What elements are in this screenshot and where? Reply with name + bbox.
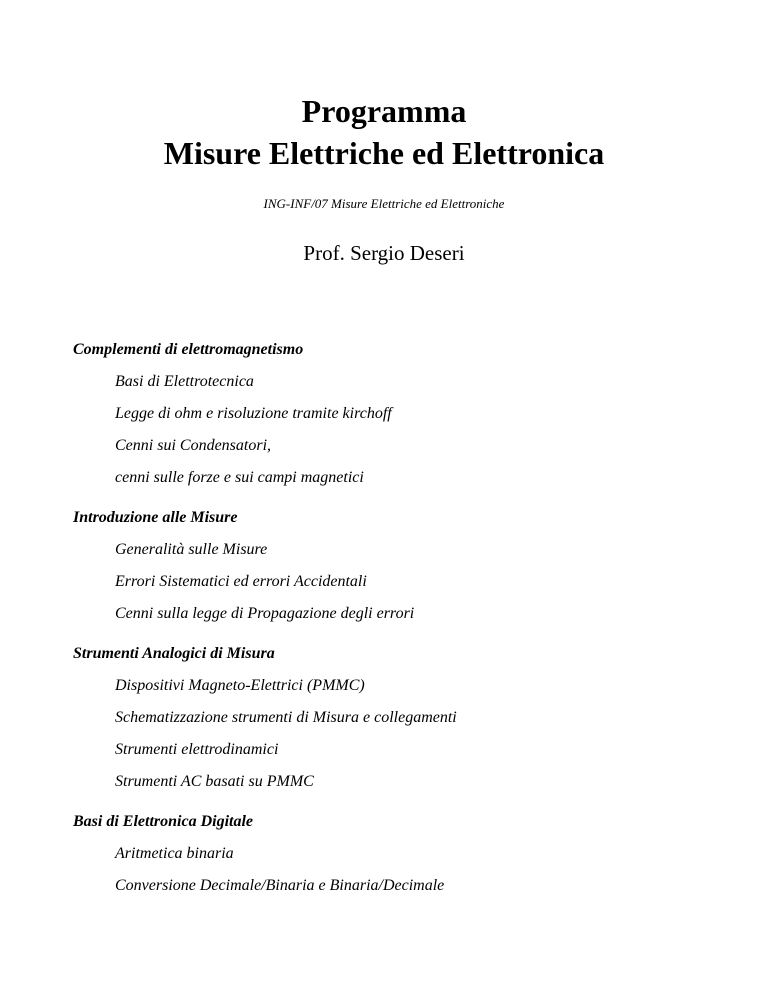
topic-item: Generalità sulle Misure xyxy=(115,541,268,558)
topic-item: Errori Sistematici ed errori Accidentali xyxy=(115,573,367,590)
topic-item: Basi di Elettrotecnica xyxy=(115,373,254,390)
professor-name: Prof. Sergio Deseri xyxy=(303,241,465,265)
topic-item: Strumenti AC basati su PMMC xyxy=(115,773,314,790)
topic-item: Dispositivi Magneto-Elettrici (PMMC) xyxy=(115,677,365,694)
topic-item: Legge di ohm e risoluzione tramite kirchoff xyxy=(115,405,392,422)
topic-item: cenni sulle forze e sui campi magnetici xyxy=(115,469,364,486)
topic-item: Cenni sulla legge di Propagazione degli errori xyxy=(115,605,415,622)
section-title: Basi di Elettronica Digitale xyxy=(73,813,254,830)
section-topic-list xyxy=(73,845,713,895)
section-title: Complementi di elettromagnetismo xyxy=(73,341,304,358)
document-title-line2: Misure Elettriche ed Elettronica xyxy=(163,135,605,171)
section-strumenti-analogici xyxy=(73,645,713,791)
section-elettronica-digitale xyxy=(73,813,713,895)
section-topic-list xyxy=(73,541,713,623)
section-title: Introduzione alle Misure xyxy=(73,509,238,526)
section-topic-list xyxy=(73,373,713,487)
document-title-line1: Programma xyxy=(301,93,467,129)
course-code: ING-INF/07 Misure Elettriche ed Elettroniche xyxy=(263,196,505,211)
section-introduzione-misure xyxy=(73,509,713,623)
section-title: Strumenti Analogici di Misura xyxy=(73,645,275,662)
topic-item: Conversione Decimale/Binaria e Binaria/Decimale xyxy=(115,877,445,894)
topic-item: Aritmetica binaria xyxy=(115,845,234,862)
section-elettromagnetismo xyxy=(73,341,713,487)
section-topic-list xyxy=(73,677,713,791)
topic-item: Strumenti elettrodinamici xyxy=(115,741,279,758)
topic-item: Schematizzazione strumenti di Misura e collegamenti xyxy=(115,709,457,726)
topic-item: Cenni sui Condensatori, xyxy=(115,437,272,454)
